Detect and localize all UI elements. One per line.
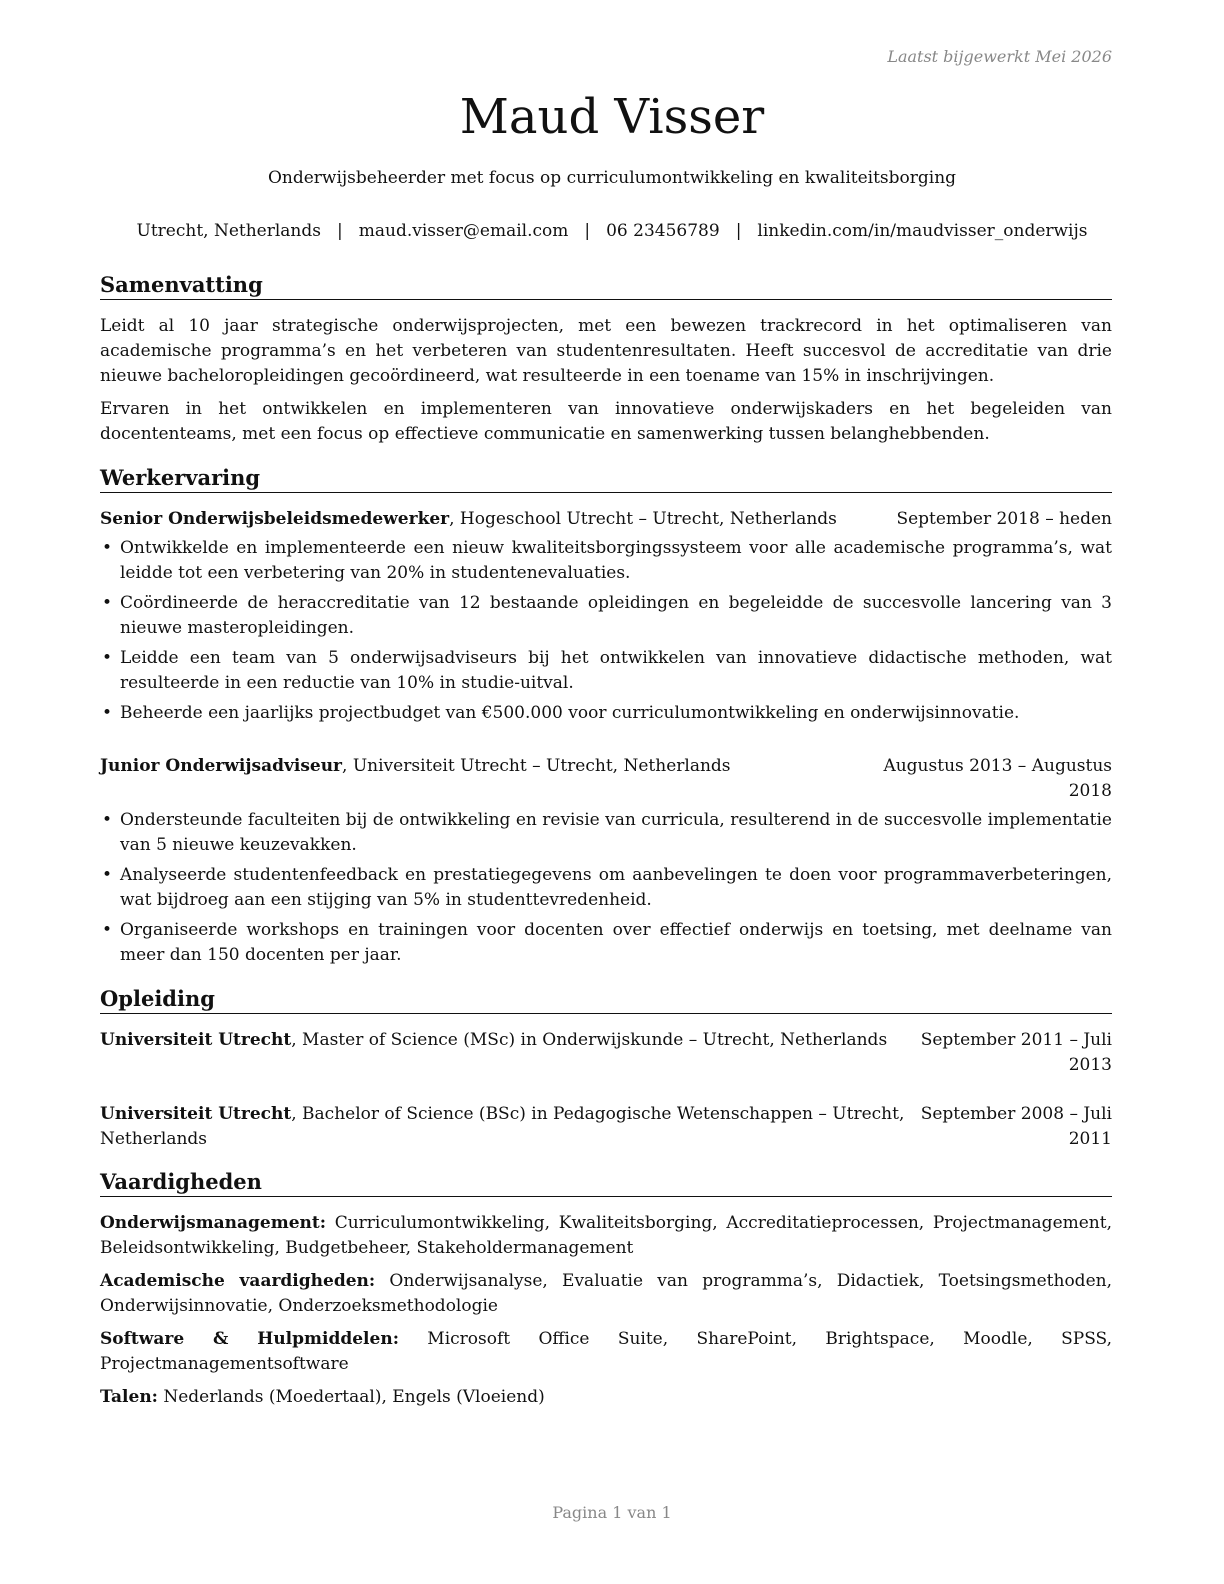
job-entry	[100, 507, 1112, 731]
contact-phone[interactable]: 06 23456789	[606, 221, 720, 241]
section-title-education: Opleiding	[100, 985, 1112, 1014]
summary-paragraph: Leidt al 10 jaar strategische onderwijsprojecten, met een bewezen trackrecord in het optimaliseren van academische programma’s en het verbeteren van studentenresultaten. Heeft succesvol de accreditatie van drie nieuwe bacheloropleidingen gecoördineerd, wat resulteerde in een toename van 15% in inschrijvingen.	[100, 316, 1112, 386]
contact-separator: |	[584, 221, 591, 241]
skills-section	[100, 1211, 1112, 1418]
job-bullets	[100, 808, 1112, 968]
contact-linkedin[interactable]: linkedin.com/in/maudvisser_onderwijs	[757, 221, 1088, 241]
tagline: Onderwijsbeheerder met focus op curriculumontwikkeling en kwaliteitsborging	[267, 168, 957, 188]
skill-line: Onderwijsmanagement: Curriculumontwikkeling, Kwaliteitsborging, Accreditatieprocessen, Projectmanagement, Beleidsontwikkeling, Budgetbeheer, Stakeholdermanagement	[100, 1213, 1112, 1258]
last-updated: Laatst bijgewerkt Mei 2026	[887, 47, 1112, 66]
job-bullet: • Leidde een team van 5 onderwijsadviseurs bij het ontwikkelen van innovatieve didactische methoden, wat resulteerde in een reductie van 10% in studie-uitval.	[100, 646, 1112, 696]
education-degree: , Master of Science (MSc) in Onderwijskunde – Utrecht, Netherlands	[291, 1030, 888, 1050]
skill-line: Software & Hulpmiddelen: Microsoft Office Suite, SharePoint, Brightspace, Moodle, SPSS, Projectmanagementsoftware	[100, 1329, 1112, 1374]
section-title-experience: Werkervaring	[100, 464, 1112, 493]
job-entry	[100, 754, 1112, 973]
job-bullet: • Beheerde een jaarlijks projectbudget van €500.000 voor curriculumontwikkeling en onderwijsinnovatie.	[100, 701, 1112, 726]
contact-separator: |	[337, 221, 343, 241]
job-role: Senior Onderwijsbeleidsmedewerker	[100, 509, 450, 529]
job-dates: September 2018 – heden	[896, 509, 1112, 529]
job-bullet: • Ontwikkelde en implementeerde een nieuw kwaliteitsborgingssysteem voor alle academische programma’s, wat leidde tot een verbetering van 20% in studentenevaluaties.	[100, 536, 1112, 586]
job-bullet: • Organiseerde workshops en trainingen voor docenten over effectief onderwijs en toetsing, met deelname van meer dan 150 docenten per jaar.	[100, 918, 1112, 968]
job-bullets	[100, 536, 1112, 726]
education-entry	[100, 1028, 1112, 1078]
job-dates: Augustus 2013 – Augustus 2018	[883, 756, 1112, 801]
contact-line	[0, 219, 1224, 244]
contact-email[interactable]: maud.visser@email.com	[358, 221, 569, 241]
education-school: Universiteit Utrecht	[100, 1030, 292, 1050]
summary-paragraph: Ervaren in het ontwikkelen en implementeren van innovatieve onderwijskaders en het begeleiden van docententeams, met een focus op effectieve communicatie en samenwerking tussen belanghebbenden.	[100, 399, 1112, 444]
education-degree: , Bachelor of Science (BSc) in Pedagogische Wetenschappen – Utrecht,	[291, 1104, 905, 1124]
section-title-skills: Vaardigheden	[100, 1168, 1112, 1197]
job-org: , Hogeschool Utrecht – Utrecht, Netherlands	[449, 509, 837, 529]
skill-line: Talen: Nederlands (Moedertaal), Engels (Vloeiend)	[100, 1387, 545, 1407]
job-bullet: • Coördineerde de heraccreditatie van 12 bestaande opleidingen en begeleidde de succesvolle lancering van 3 nieuwe masteropleidingen.	[100, 591, 1112, 641]
job-role: Junior Onderwijsadviseur	[100, 756, 343, 776]
contact-separator: |	[735, 221, 742, 241]
education-entry	[100, 1102, 1112, 1152]
job-bullet: • Analyseerde studentenfeedback en prestatiegegevens om aanbevelingen te doen voor programmaverbeteringen, wat bijdroeg aan een stijging van 5% in studenttevredenheid.	[100, 863, 1112, 913]
summary-section	[100, 314, 1112, 455]
page-number: Pagina 1 van 1	[552, 1503, 672, 1522]
education-dates: September 2011 – Juli 2013	[920, 1030, 1112, 1075]
education-dates: September 2008 – Juli 2011	[920, 1104, 1112, 1149]
job-bullet: • Ondersteunde faculteiten bij de ontwikkeling en revisie van curricula, resulterend in de succesvolle implementatie van 5 nieuwe keuzevakken.	[100, 808, 1112, 858]
skill-line: Academische vaardigheden: Onderwijsanalyse, Evaluatie van programma’s, Didactiek, Toetsingsmethoden, Onderwijsinnovatie, Onderzoeksmethodologie	[100, 1271, 1112, 1316]
candidate-name: Maud Visser	[459, 89, 765, 145]
job-header	[100, 754, 1112, 804]
education-degree-cont: Netherlands	[100, 1129, 208, 1149]
education-school: Universiteit Utrecht	[100, 1104, 292, 1124]
job-org: , Universiteit Utrecht – Utrecht, Netherlands	[342, 756, 731, 776]
section-title-summary: Samenvatting	[100, 271, 1112, 300]
job-header	[100, 507, 1112, 532]
contact-location: Utrecht, Netherlands	[136, 221, 321, 241]
